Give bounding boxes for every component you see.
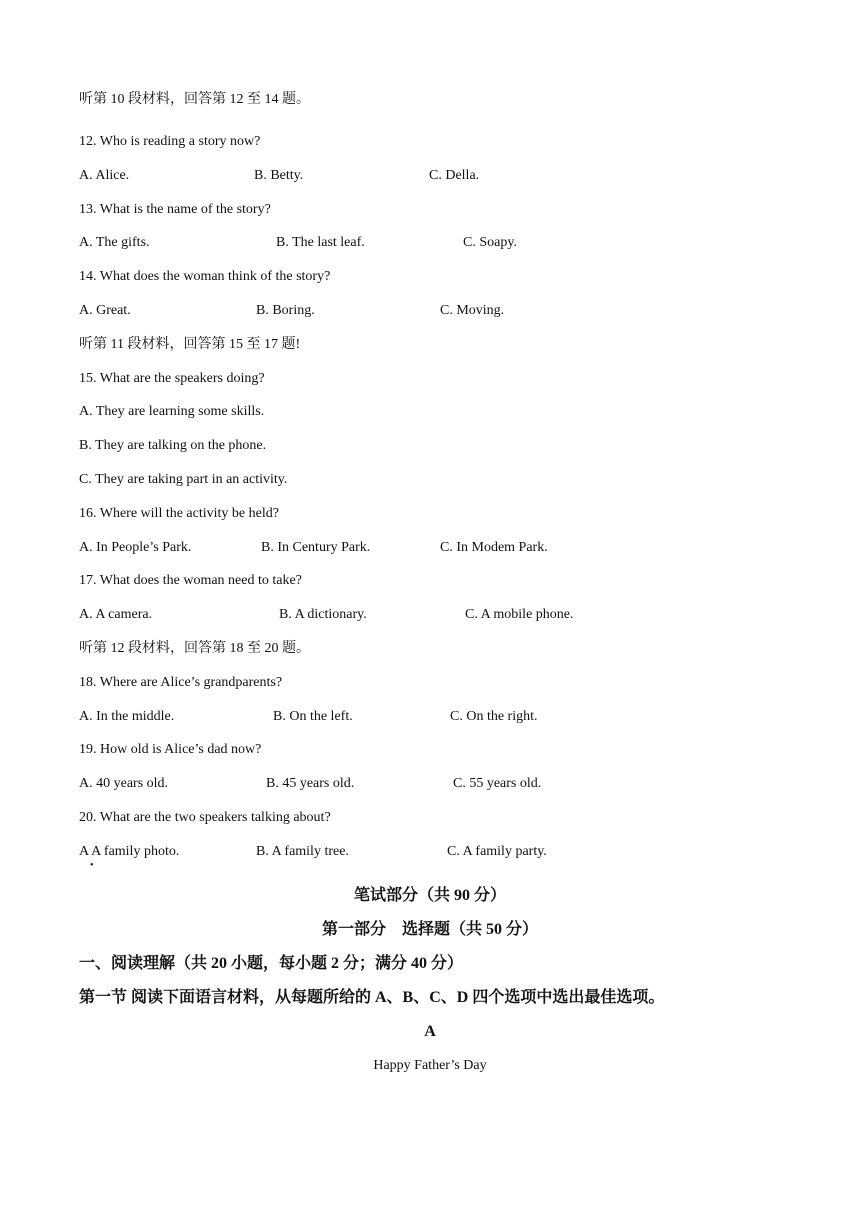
section-10-header: 听第 10 段材料，回答第 12 至 14 题。 xyxy=(79,92,310,107)
q13-option-c: C. Soapy. xyxy=(463,235,517,250)
q20-option-b: B. A family tree. xyxy=(256,844,349,859)
q12-option-c: C. Della. xyxy=(429,168,480,183)
q16-option-b: B. In Century Park. xyxy=(261,540,371,555)
q13-option-b: B. The last leaf. xyxy=(276,235,365,250)
written-section-title: 笔试部分（共 90 分） xyxy=(353,887,506,904)
q19-option-a: A. 40 years old. xyxy=(79,776,169,791)
q17-option-c: C. A mobile phone. xyxy=(465,607,574,622)
q12-option-b: B. Betty. xyxy=(254,168,304,183)
q14-option-b: B. Boring. xyxy=(256,303,315,318)
question-17: 17. What does the woman need to take? xyxy=(79,573,302,588)
q18-option-c: C. On the right. xyxy=(450,709,538,724)
question-12: 12. Who is reading a story now? xyxy=(79,134,261,149)
q18-option-a: A. In the middle. xyxy=(79,709,175,724)
q17-option-b: B. A dictionary. xyxy=(279,607,367,622)
q15-option-a: A. They are learning some skills. xyxy=(79,404,265,419)
q13-option-a: A. The gifts. xyxy=(79,235,150,250)
section-one-instruction: 第一节 阅读下面语言材料，从每题所给的 A、B、C、D 四个选项中选出最佳选项。 xyxy=(79,989,665,1006)
q20-option-c: C. A family party. xyxy=(447,844,547,859)
q15-option-c: C. They are taking part in an activity. xyxy=(79,472,288,487)
question-15: 15. What are the speakers doing? xyxy=(79,371,265,386)
question-20: 20. What are the two speakers talking about? xyxy=(79,810,331,825)
q12-option-a: A. Alice. xyxy=(79,168,130,183)
q20-option-a: A A family photo. xyxy=(79,844,180,859)
q14-option-a: A. Great. xyxy=(79,303,131,318)
q17-option-a: A. A camera. xyxy=(79,607,153,622)
question-16: 16. Where will the activity be held? xyxy=(79,506,279,521)
q18-option-b: B. On the left. xyxy=(273,709,353,724)
q19-option-c: C. 55 years old. xyxy=(453,776,542,791)
question-14: 14. What does the woman think of the story? xyxy=(79,269,331,284)
q15-option-b: B. They are talking on the phone. xyxy=(79,438,267,453)
question-18: 18. Where are Alice’s grandparents? xyxy=(79,675,283,690)
stray-dot: • xyxy=(90,860,94,871)
part-one-title: 第一部分 选择题（共 50 分） xyxy=(321,921,538,938)
q16-option-c: C. In Modem Park. xyxy=(440,540,548,555)
q14-option-c: C. Moving. xyxy=(440,303,505,318)
section-11-header: 听第 11 段材料，回答第 15 至 17 题! xyxy=(79,337,301,352)
question-19: 19. How old is Alice’s dad now? xyxy=(79,742,262,757)
passage-letter: A xyxy=(424,1023,436,1040)
reading-comprehension-heading: 一、阅读理解（共 20 小题，每小题 2 分；满分 40 分） xyxy=(79,955,464,972)
q19-option-b: B. 45 years old. xyxy=(266,776,355,791)
question-13: 13. What is the name of the story? xyxy=(79,202,271,217)
section-12-header: 听第 12 段材料，回答第 18 至 20 题。 xyxy=(79,641,310,656)
passage-title: Happy Father’s Day xyxy=(373,1058,487,1073)
q16-option-a: A. In People’s Park. xyxy=(79,540,192,555)
